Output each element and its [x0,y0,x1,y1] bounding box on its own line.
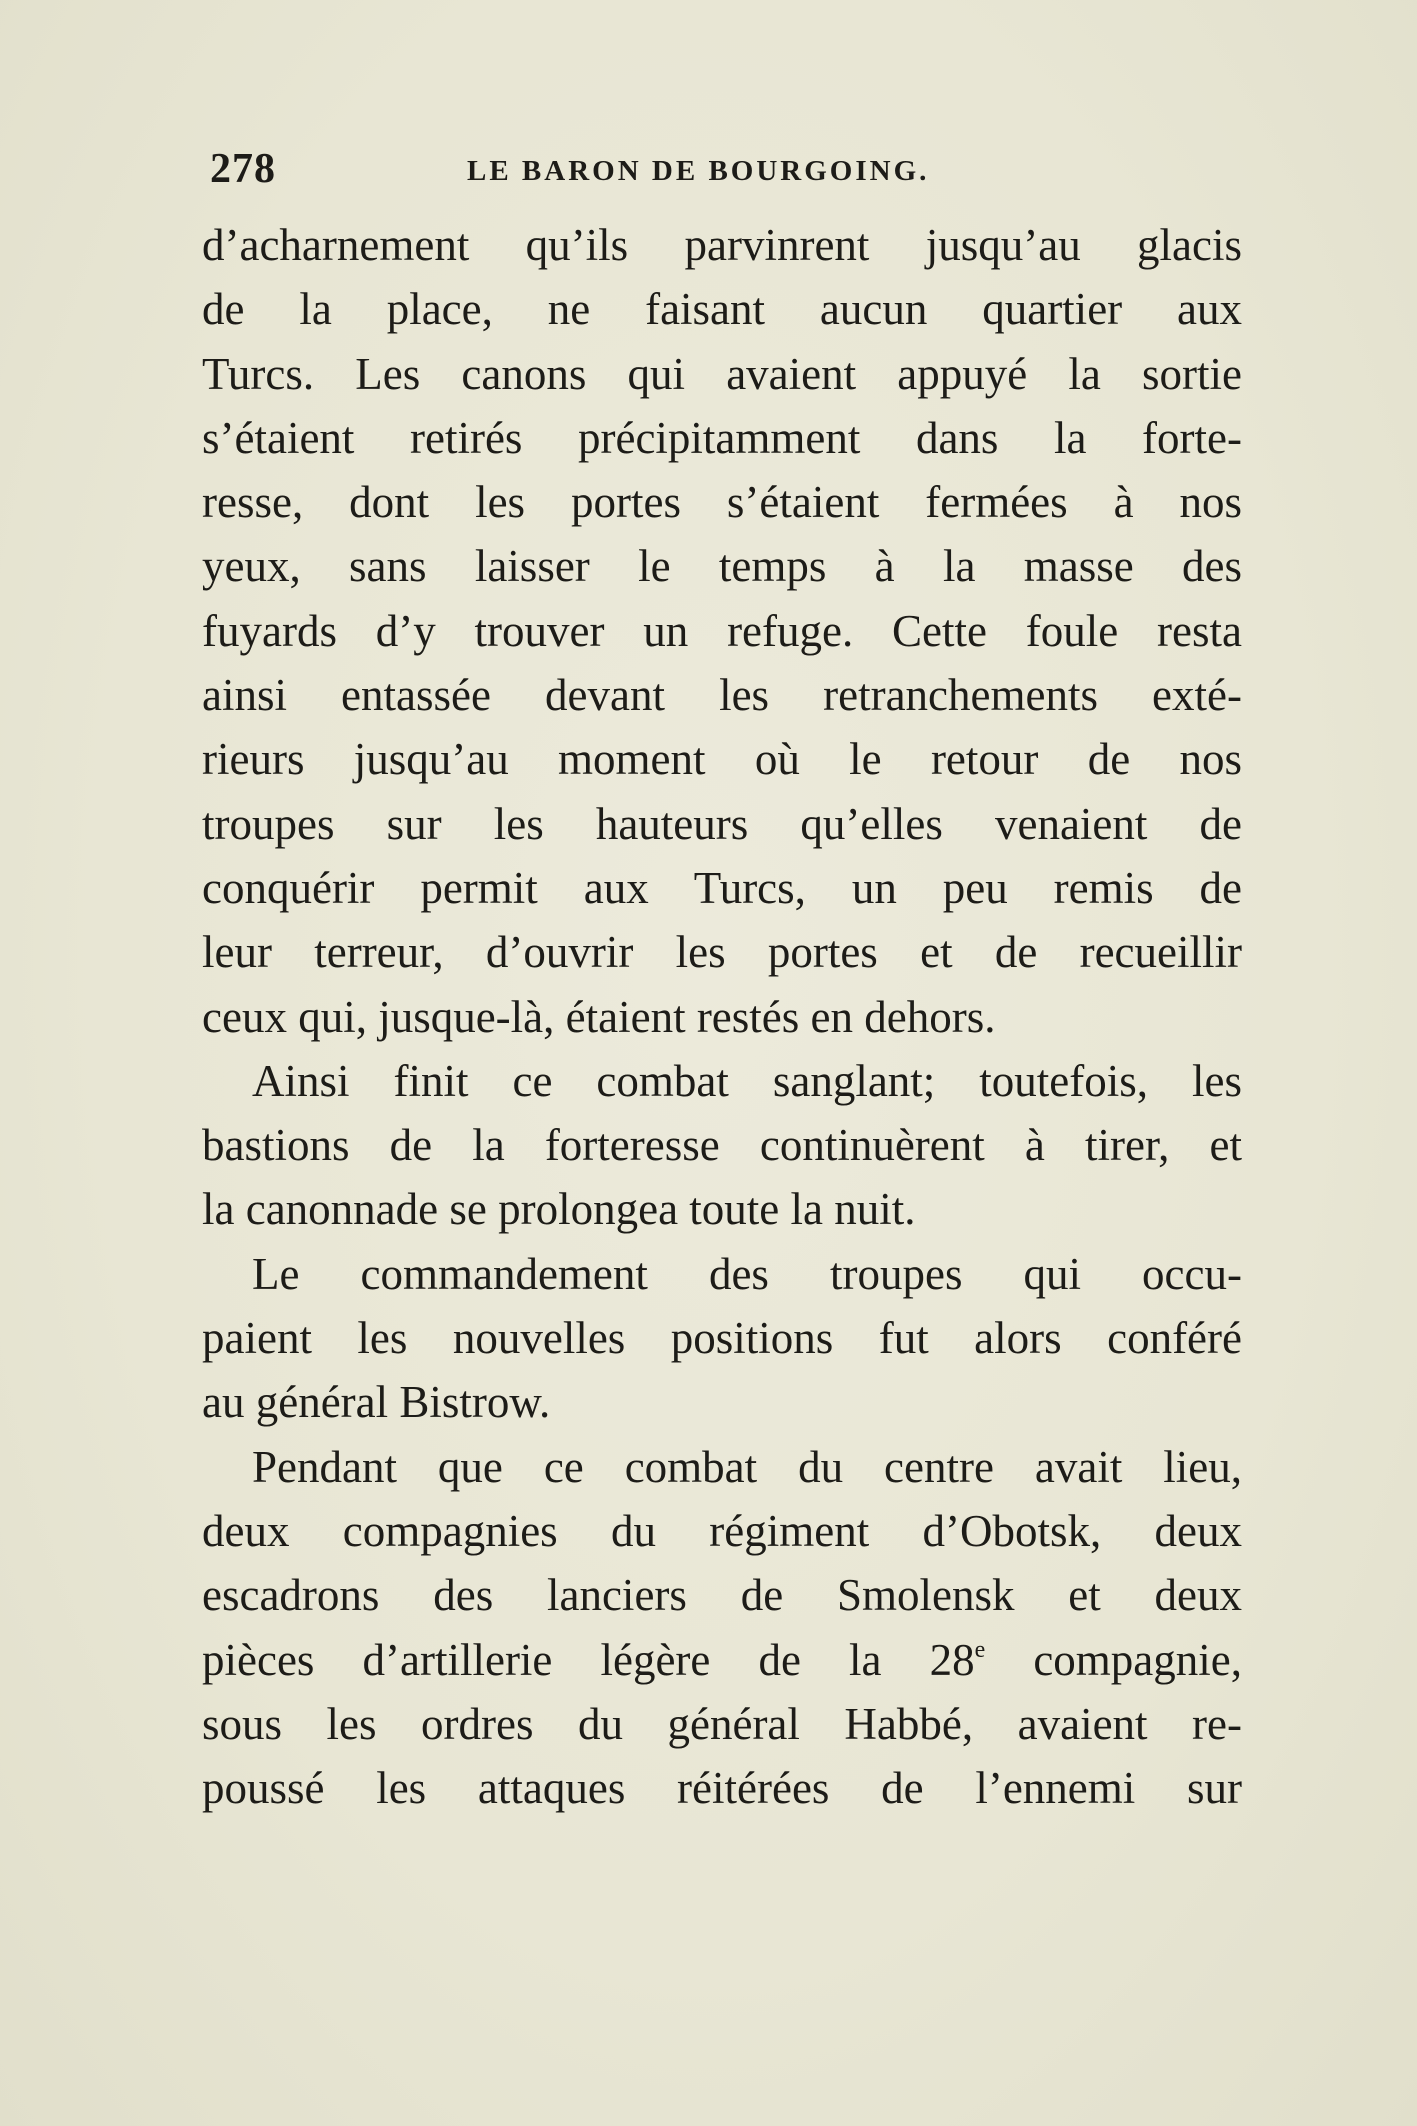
text-segment: compagnie, [985,1634,1242,1685]
text-line: de la place, ne faisant aucun quartier aux [202,284,1242,335]
page-number: 278 [210,146,276,192]
text-segment: pièces d’artillerie légère de la 28 [202,1634,975,1685]
text-line: leur terreur, d’ouvrir les portes et de recueillir [202,927,1242,978]
text-line: d’acharnement qu’ils parvinrent jusqu’au glacis [202,220,1242,270]
text-line: sous les ordres du général Habbé, avaient re- [202,1698,1242,1749]
text-line: Turcs. Les canons qui avaient appuyé la sortie [202,348,1242,399]
superscript: e [974,1636,986,1663]
text-line: au général Bistrow. [202,1377,551,1428]
text-line: troupes sur les hauteurs qu’elles venaient de [202,798,1242,849]
text-line: ceux qui, jusque-là, étaient restés en dehors. [202,991,996,1042]
text-line: ainsi entassée devant les retranchements exté- [202,670,1242,721]
text-line: bastions de la forteresse continuèrent à tirer, et [202,1120,1242,1171]
text-line: poussé les attaques réitérées de l’ennemi sur [202,1763,1242,1814]
text-line: paient les nouvelles positions fut alors conféré [202,1313,1242,1364]
text-line: escadrons des lanciers de Smolensk et deux [202,1570,1242,1621]
text-line: s’étaient retirés précipitamment dans la forte- [202,412,1242,463]
text-line: Ainsi finit ce combat sanglant; toutefois, les [252,1055,1242,1106]
text-line: la canonnade se prolongea toute la nuit. [202,1184,916,1235]
paragraph-1 [202,213,1242,1049]
running-title: LE BARON DE BOURGOING. [467,155,930,187]
paragraph-4 [202,1435,1242,1821]
text-line: Le commandement des troupes qui occu- [252,1248,1242,1299]
text-line: resse, dont les portes s’étaient fermées à nos [202,477,1242,528]
paragraph-3 [202,1242,1242,1435]
body-text [202,213,1242,1820]
text-line: fuyards d’y trouver un refuge. Cette foule resta [202,605,1242,656]
text-line: deux compagnies du régiment d’Obotsk, deux [202,1505,1242,1556]
paragraph-2 [202,1049,1242,1242]
text-line: conquérir permit aux Turcs, un peu remis de [202,862,1242,913]
text-line: yeux, sans laisser le temps à la masse des [202,541,1242,592]
text-line: Pendant que ce combat du centre avait lieu, [252,1441,1242,1492]
text-line: rieurs jusqu’au moment où le retour de nos [202,734,1242,785]
text-line-with-superscript [202,1628,1242,1692]
running-head [205,145,1245,205]
